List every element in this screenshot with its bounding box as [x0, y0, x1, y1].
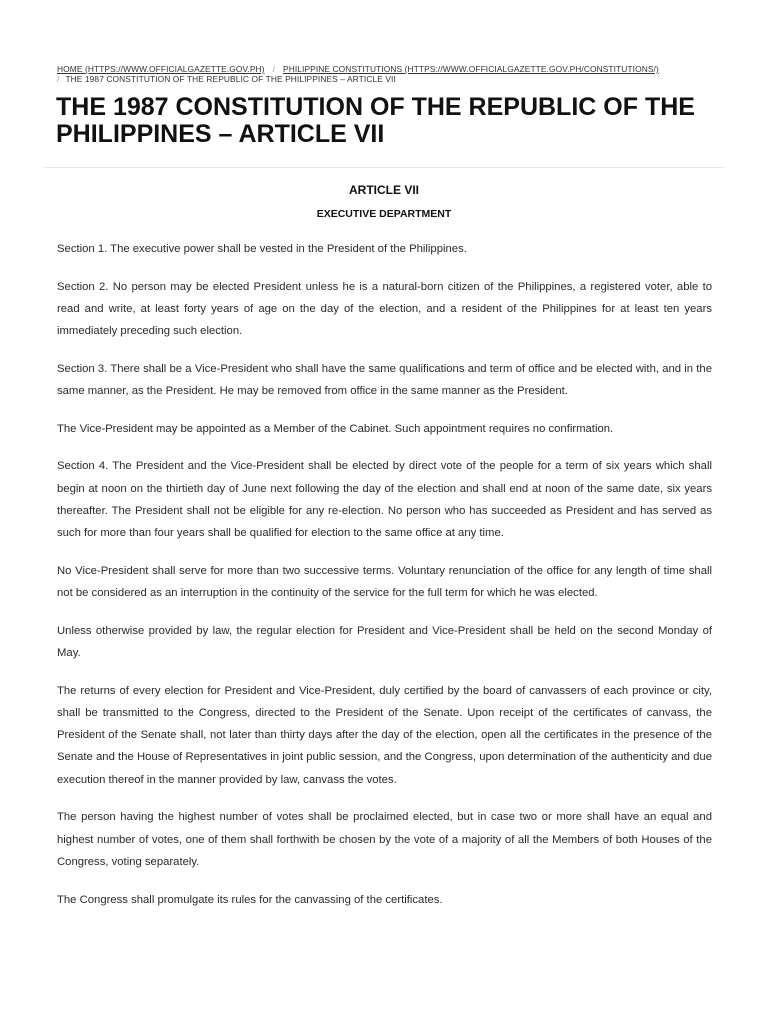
section-1-paragraph: Section 1. The executive power shall be vested in the President of the Philippines. — [57, 243, 467, 255]
section-2-paragraph: Section 2. No person may be elected President unless he is a natural-born citizen of the Philippines, a registered voter, able to read and write, at least forty years of age on the day of the election, and a resident of the Philippines for at least ten years immediately preceding such election. — [57, 280, 712, 338]
regular-election-paragraph: Unless otherwise provided by law, the regular election for President and Vice-President shall be held on the second Monday of May. — [57, 624, 712, 659]
breadcrumb-current: THE 1987 CONSTITUTION OF THE REPUBLIC OF THE PHILIPPINES – ARTICLE VII — [65, 74, 396, 84]
breadcrumb — [57, 64, 717, 84]
highest-votes-paragraph: The person having the highest number of votes shall be proclaimed elected, but in case two or more shall have an equal and highest number of votes, one of them shall forthwith be chosen by the vote of a majority of all the Members of both Houses of the Congress, voting separately. — [57, 811, 712, 868]
breadcrumb-separator: / — [272, 64, 276, 74]
article-heading: ARTICLE VII — [348, 183, 419, 197]
vice-president-cabinet-paragraph: The Vice-President may be appointed as a Member of the Cabinet. Such appointment requires no confirmation. — [57, 422, 614, 435]
article-subheading: EXECUTIVE DEPARTMENT — [316, 208, 452, 220]
article-body — [57, 238, 712, 926]
page-title: THE 1987 CONSTITUTION OF THE REPUBLIC OF THE PHILIPPINES – ARTICLE VII — [56, 93, 695, 148]
breadcrumb-constitutions-link[interactable]: PHILIPPINE CONSTITUTIONS (HTTPS://WWW.OFFICIALGAZETTE.GOV.PH/CONSTITUTIONS/) — [283, 64, 659, 74]
vice-president-terms-paragraph: No Vice-President shall serve for more than two successive terms. Voluntary renunciation of the office for any length of time shall not be considered as an interruption in the continuity of the service for the full term for which he was elected. — [57, 564, 712, 600]
canvassing-rules-paragraph: The Congress shall promulgate its rules for the canvassing of the certificates. — [57, 893, 443, 906]
breadcrumb-current-row — [57, 74, 717, 84]
election-returns-paragraph: The returns of every election for President and Vice-President, duly certified by the board of canvassers of each province or city, shall be transmitted to the Congress, directed to the President of the Senate. Upon receipt of the certificates of canvass, the President of the Senate shall, not later than thirty days after the day of the election, open all the certificates in the presence of the Senate and the House of Representatives in joint public session, and the Congress, upon determination of the authenticity and due execution thereof in the manner provided by law, canvass the votes. — [57, 684, 712, 786]
breadcrumb-separator: / — [57, 74, 60, 84]
section-4-paragraph: Section 4. The President and the Vice-President shall be elected by direct vote of the people for a term of six years which shall begin at noon on the thirtieth day of June next following the day of the election and shall end at noon of the same date, six years thereafter. The President shall not be eligible for any re-election. No person who has succeeded as President and has served as such for more than four years shall be qualified for election to the same office at any time. — [57, 460, 712, 540]
title-divider — [44, 167, 724, 168]
breadcrumb-home-link[interactable]: HOME (HTTPS://WWW.OFFICIALGAZETTE.GOV.PH) — [57, 64, 265, 74]
section-3-paragraph: Section 3. There shall be a Vice-President who shall have the same qualifications and term of office and be elected with, and in the same manner, as the President. He may be removed from office in the same manner as the President. — [57, 362, 712, 398]
